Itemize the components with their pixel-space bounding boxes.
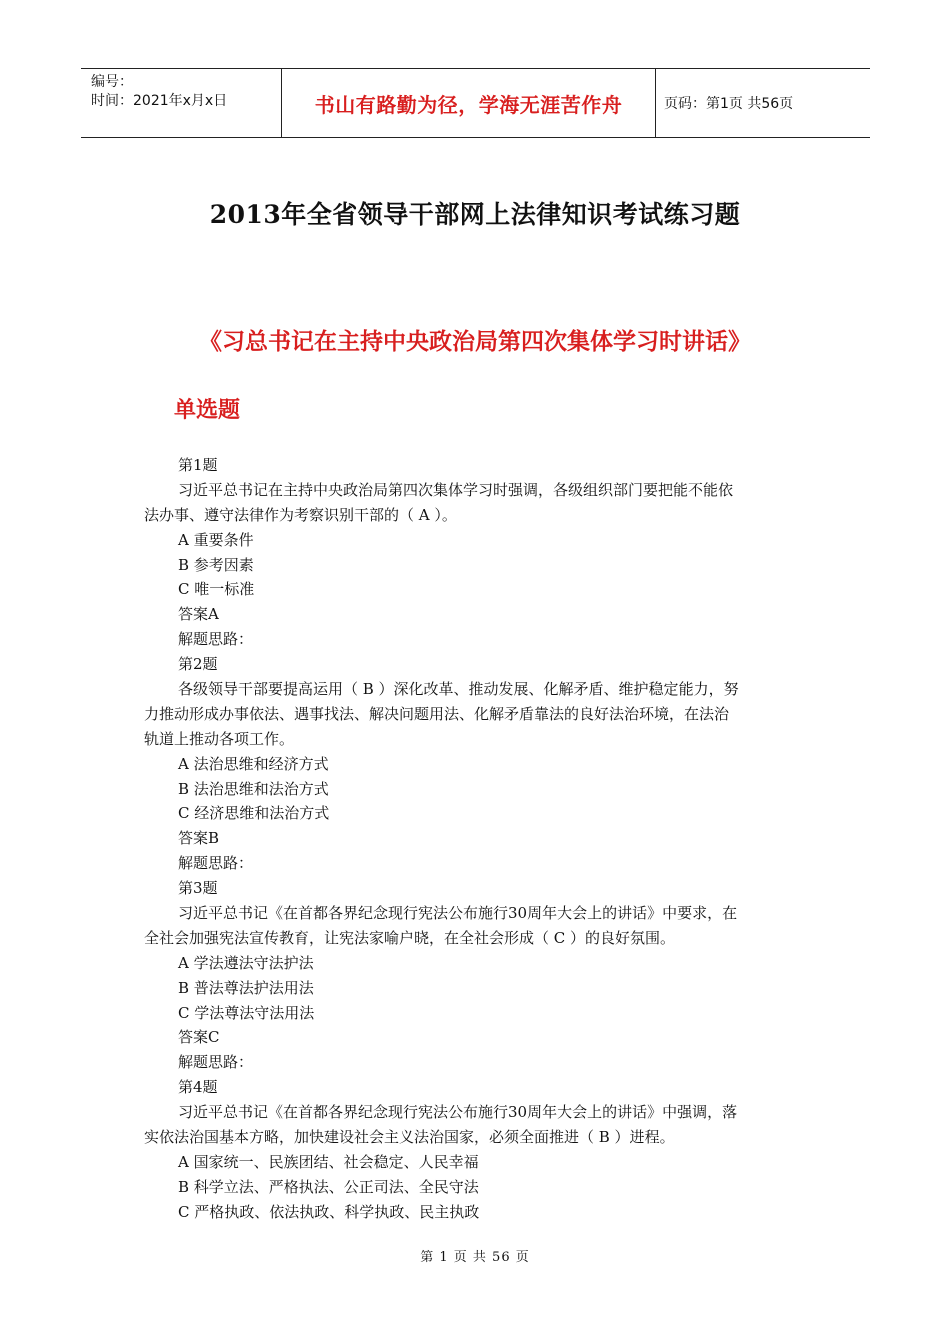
question-stem-line: 习近平总书记《在首都各界纪念现行宪法公布施行30周年大会上的讲话》中强调，落 bbox=[178, 1103, 738, 1122]
question-stem-line: 法办事、遵守法律作为考察识别干部的（ A ）。 bbox=[144, 505, 457, 524]
document-title: 2013年全省领导干部网上法律知识考试练习题 bbox=[209, 200, 741, 229]
question-option: B 参考因素 bbox=[178, 555, 254, 574]
document-number-label: 编号： bbox=[91, 74, 133, 90]
question-stem-line: 力推动形成办事依法、遇事找法、解决问题用法、化解矛盾靠法的良好法治环境，在法治 bbox=[144, 704, 730, 723]
question-number: 第1题 bbox=[178, 456, 218, 474]
document-time-label: 时间：2021年x月x日 bbox=[91, 93, 228, 109]
question-option: C 学法尊法守法用法 bbox=[178, 1003, 315, 1022]
question-number: 第3题 bbox=[178, 879, 218, 898]
header-meta-cell bbox=[81, 69, 282, 137]
question-answer: 答案A bbox=[178, 605, 219, 624]
document-subtitle: 《习总书记在主持中央政治局第四次集体学习时讲话》 bbox=[199, 329, 751, 355]
question-analysis: 解题思路： bbox=[178, 1053, 254, 1072]
question-answer: 答案B bbox=[178, 829, 220, 848]
document-header bbox=[81, 68, 870, 138]
question-stem-line: 实依法治国基本方略，加快建设社会主义法治国家，必须全面推进（ B ）进程。 bbox=[144, 1128, 675, 1147]
question-option: A 重要条件 bbox=[178, 530, 254, 549]
question-option: B 法治思维和法治方式 bbox=[178, 779, 329, 798]
question-option: C 严格执政、依法执政、科学执政、民主执政 bbox=[178, 1202, 480, 1221]
question-option: B 科学立法、严格执法、公正司法、全民守法 bbox=[178, 1177, 479, 1196]
header-motto: 书山有路勤为径，学海无涯苦作舟 bbox=[282, 69, 656, 137]
question-stem-line: 各级领导干部要提高运用（ B ）深化改革、推动发展、化解矛盾、维护稳定能力，努 bbox=[178, 680, 739, 699]
question-stem-line: 轨道上推动各项工作。 bbox=[144, 729, 295, 748]
question-option: A 学法遵法守法护法 bbox=[178, 953, 314, 972]
question-stem-line: 习近平总书记《在首都各界纪念现行宪法公布施行30周年大会上的讲话》中要求，在 bbox=[178, 904, 738, 923]
question-number: 第4题 bbox=[178, 1078, 218, 1097]
question-answer: 答案C bbox=[178, 1028, 220, 1047]
question-analysis: 解题思路： bbox=[178, 630, 254, 649]
question-analysis: 解题思路： bbox=[178, 854, 254, 873]
header-page-info: 页码：第1页 共56页 bbox=[664, 96, 794, 112]
question-option: C 唯一标准 bbox=[178, 580, 255, 599]
question-option: B 普法尊法护法用法 bbox=[178, 978, 314, 997]
question-option: A 法治思维和经济方式 bbox=[178, 754, 329, 773]
question-stem-line: 习近平总书记在主持中央政治局第四次集体学习时强调，各级组织部门要把能不能依 bbox=[178, 480, 734, 499]
question-stem-line: 全社会加强宪法宣传教育，让宪法家喻户晓，在全社会形成（ C ）的良好氛围。 bbox=[144, 928, 676, 947]
page-footer: 第 1 页 共 56 页 bbox=[420, 1250, 530, 1265]
question-number: 第2题 bbox=[178, 655, 218, 674]
section-heading: 单选题 bbox=[174, 398, 241, 423]
question-option: C 经济思维和法治方式 bbox=[178, 804, 330, 823]
question-list bbox=[144, 453, 810, 1225]
question-option: A 国家统一、民族团结、社会稳定、人民幸福 bbox=[178, 1152, 479, 1171]
